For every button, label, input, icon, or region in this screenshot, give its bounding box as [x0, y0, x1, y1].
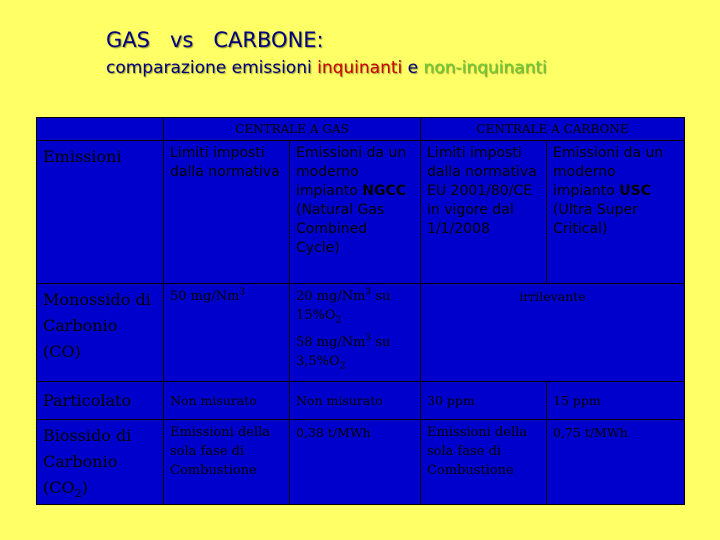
cell-particolato-carbone-emissioni: 15 ppm [547, 382, 685, 420]
cell-co2-gas-emissioni: 0,38 t/MWh [290, 420, 421, 505]
co-gas-em2-suffix: su [371, 335, 391, 350]
slide-subtitle [106, 58, 547, 78]
co-gas-limit-value: 50 mg/Nm [170, 289, 240, 304]
cell-gas-emissioni-ngcc [290, 141, 421, 284]
table-row-emissioni [37, 141, 685, 284]
coal-em-text-post: (Ultra Super Critical) [553, 202, 638, 237]
co-gas-em2-value: 58 mg/Nm [296, 335, 366, 350]
co-gas-em2-oxygen: 3,5%O [296, 354, 340, 369]
cell-co-gas-limite [164, 284, 290, 382]
row-label-co2 [37, 420, 164, 505]
subtitle-mid: e [402, 58, 424, 78]
co2-label-sub: 2 [74, 487, 82, 501]
cell-particolato-gas-emissioni: Non misurato [290, 382, 421, 420]
cell-carbone-limiti: Limiti imposti dalla normativa EU 2001/80/CE in vigore dal 1/1/2008 [421, 141, 547, 284]
co2-label-line3: (CO [43, 478, 75, 497]
cell-co2-gas-limite: Emissioni della sola fase di Combustione [164, 420, 290, 505]
cell-particolato-gas-limite: Non misurato [164, 382, 290, 420]
subtitle-inquinanti: inquinanti [317, 58, 403, 78]
co-label-line1: Monossido di [43, 290, 151, 309]
emissions-comparison-table [36, 117, 685, 505]
header-corner-cell [37, 118, 164, 141]
gas-em-ngcc: NGCC [362, 183, 407, 199]
cell-co-gas-emissioni [290, 284, 421, 382]
co-gas-em1-suffix: su [371, 289, 391, 304]
subtitle-non-inquinanti: non-inquinanti [423, 58, 547, 78]
coal-em-usc: USC [619, 183, 651, 199]
co-gas-em1-exp: 3 [365, 287, 372, 298]
subtitle-prefix: comparazione emissioni [106, 58, 318, 78]
table-row-co [37, 284, 685, 382]
cell-co2-carbone-emissioni: 0,75 t/MWh [547, 420, 685, 505]
cell-co2-carbone-limite: Emissioni della sola fase di Combustione [421, 420, 547, 505]
row-label-emissioni: Emissioni [37, 141, 164, 284]
co-gas-em1-sub: 2 [335, 315, 342, 326]
gas-em-text-post: (Natural Gas Combined Cycle) [296, 202, 385, 256]
coal-em-text-pre: Emissioni da un moderno impianto [553, 145, 664, 199]
row-label-particolato: Particolato [37, 382, 164, 420]
cell-particolato-carbone-limite: 30 ppm [421, 382, 547, 420]
cell-carbone-emissioni-usc [547, 141, 685, 284]
row-label-co [37, 284, 164, 382]
cell-gas-limiti: Limiti imposti dalla normativa [164, 141, 290, 284]
gas-em-text-pre: Emissioni da un moderno impianto [296, 145, 407, 199]
co-gas-em1-value: 20 mg/Nm [296, 289, 366, 304]
slide-title: GAS vs CARBONE: [106, 28, 324, 52]
table-header-row [37, 118, 685, 141]
table-row-co2 [37, 420, 685, 505]
header-centrale-carbone: CENTRALE A CARBONE [421, 118, 685, 141]
table-row-particolato [37, 382, 685, 420]
co2-label-line1: Biossido di [43, 426, 132, 445]
co-gas-em2-exp: 3 [365, 333, 372, 344]
co2-label-line2: Carbonio [43, 452, 118, 471]
co-gas-em2-sub: 2 [339, 361, 346, 372]
cell-co-carbone-irrilevante: irrilevante [421, 284, 685, 382]
co-gas-limit-exp: 3 [239, 287, 246, 298]
co-gas-em1-oxygen: 15%O [296, 308, 336, 323]
header-centrale-gas: CENTRALE A GAS [164, 118, 421, 141]
co-label-line3: (CO) [43, 342, 81, 361]
co-label-line2: Carbonio [43, 316, 118, 335]
co2-label-close: ) [81, 478, 88, 497]
